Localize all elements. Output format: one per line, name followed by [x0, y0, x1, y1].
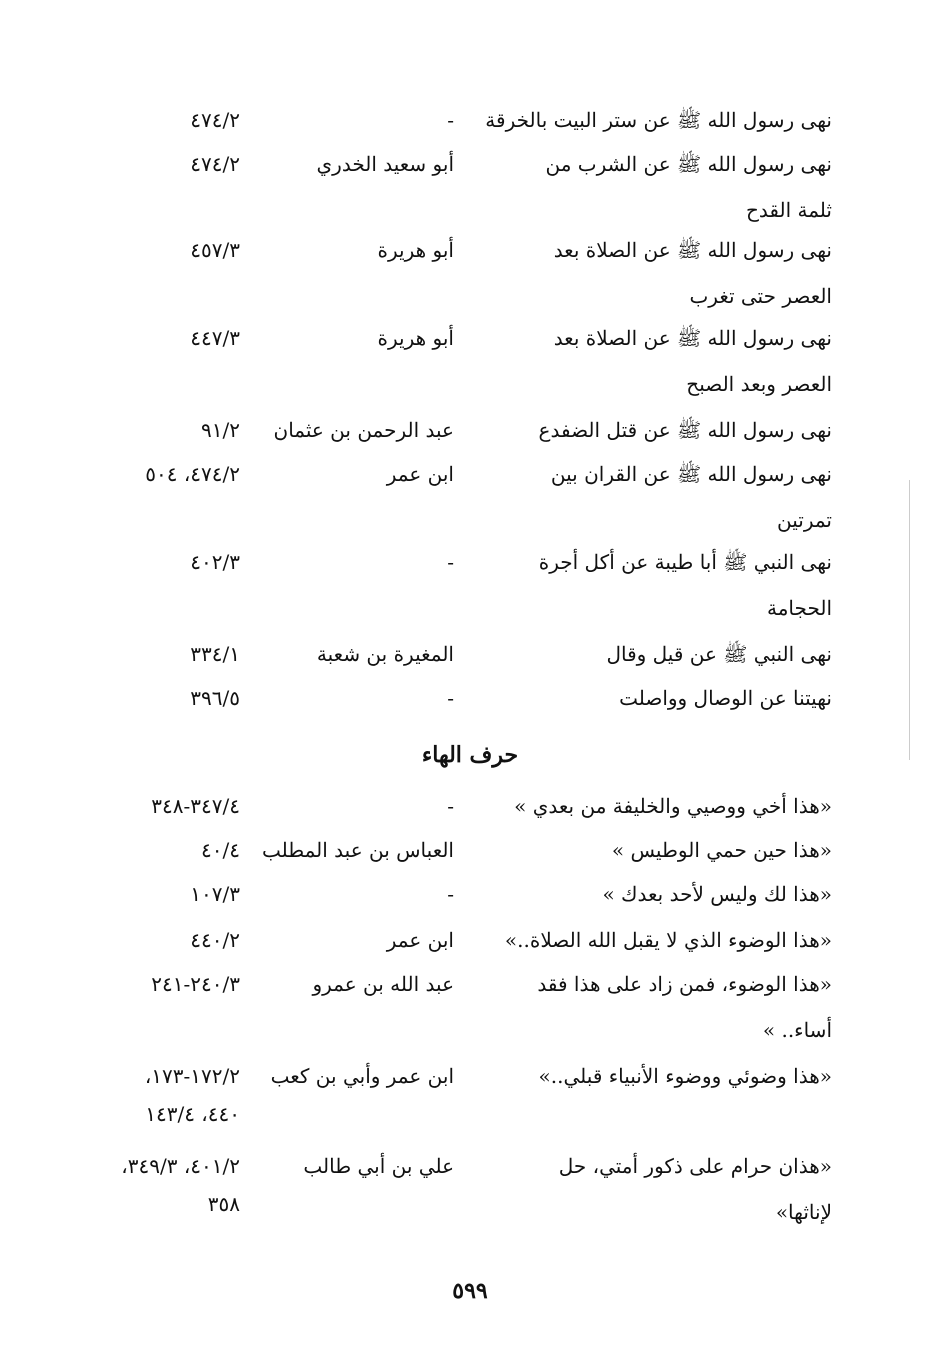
- hadith-text: نهى رسول الله ﷺ عن القران بين: [550, 462, 832, 486]
- narrator: أبو هريرة: [377, 238, 454, 262]
- reference: ٤٤٧/٣: [190, 326, 240, 350]
- hadith-text: نهى رسول الله ﷺ عن ستر البيت بالخرقة: [485, 108, 832, 132]
- hadith-text: «هذا الوضوء الذي لا يقبل الله الصلاة..»: [504, 928, 832, 952]
- narrator: أبو هريرة: [377, 326, 454, 350]
- reference: ٣٩٦/٥: [190, 686, 240, 710]
- hadith-text: نهى رسول الله ﷺ عن الصلاة بعد: [553, 238, 832, 262]
- section-title: حرف الهاء: [421, 742, 519, 768]
- hadith-text: نهى رسول الله ﷺ عن الصلاة بعد: [553, 326, 832, 350]
- hadith-text-continuation: الحجامة: [767, 596, 832, 620]
- reference: ٤٥٧/٣: [190, 238, 240, 262]
- hadith-text-continuation: لإناثها»: [775, 1200, 832, 1224]
- reference-continuation: ٤٤٠، ١٤٣/٤: [145, 1102, 240, 1126]
- reference: ٣٣٤/١: [190, 642, 240, 666]
- narrator: علي بن أبي طالب: [303, 1154, 454, 1178]
- hadith-text: «هذان حرام على ذكور أمتي، حل: [558, 1154, 832, 1178]
- hadith-text-continuation: أساء.. »: [762, 1018, 832, 1042]
- hadith-text: «هذا لك وليس لأحد بعدك »: [602, 882, 832, 906]
- narrator: -: [447, 108, 454, 132]
- hadith-text-continuation: ثلمة القدح: [745, 198, 832, 222]
- reference: ٩١/٢: [201, 418, 240, 442]
- reference: ٤٠/٤: [201, 838, 240, 862]
- narrator: ابن عمر وأبي بن كعب: [270, 1064, 454, 1088]
- reference: ٤٧٤/٢: [190, 152, 240, 176]
- narrator: ابن عمر: [386, 462, 454, 486]
- narrator: -: [447, 794, 454, 818]
- reference: ٤٠١/٢، ٣٤٩/٣،: [121, 1154, 240, 1178]
- reference: ٣٤٧/٤-٣٤٨: [151, 794, 240, 818]
- narrator: -: [447, 882, 454, 906]
- hadith-text: «هذا حين حمي الوطيس »: [611, 838, 832, 862]
- hadith-text: نهى النبي ﷺ عن قيل وقال: [606, 642, 832, 666]
- hadith-text: نهى رسول الله ﷺ عن قتل الضفدع: [538, 418, 832, 442]
- hadith-text: نهى رسول الله ﷺ عن الشرب من: [545, 152, 832, 176]
- hadith-text-continuation: العصر حتى تغرب: [689, 284, 832, 308]
- hadith-text: نهيتنا عن الوصال وواصلت: [619, 686, 832, 710]
- narrator: المغيرة بن شعبة: [316, 642, 454, 666]
- hadith-text-continuation: العصر وبعد الصبح: [686, 372, 832, 396]
- hadith-text: «هذا وضوئي ووضوء الأنبياء قبلي..»: [538, 1064, 832, 1088]
- reference: ٢٤٠/٣-٢٤١: [151, 972, 240, 996]
- narrator: -: [447, 686, 454, 710]
- margin-line: [909, 480, 910, 760]
- narrator: عبد الرحمن بن عثمان: [273, 418, 454, 442]
- hadith-text: «هذا الوضوء، فمن زاد على هذا فقد: [537, 972, 832, 996]
- hadith-text: «هذا أخي ووصيي والخليفة من بعدي »: [514, 794, 832, 818]
- reference: ٤٠٢/٣: [190, 550, 240, 574]
- hadith-text: نهى النبي ﷺ أبا طيبة عن أكل أجرة: [538, 550, 832, 574]
- reference: ٤٤٠/٢: [190, 928, 240, 952]
- narrator: عبد الله بن عمرو: [312, 972, 454, 996]
- reference: ١٧٢/٢-١٧٣،: [144, 1064, 240, 1088]
- narrator: -: [447, 550, 454, 574]
- narrator: ابن عمر: [386, 928, 454, 952]
- hadith-text-continuation: تمرتين: [777, 508, 832, 532]
- reference: ٤٧٤/٢: [190, 108, 240, 132]
- reference-continuation: ٣٥٨: [207, 1192, 240, 1216]
- reference: ٤٧٤/٢، ٥٠٤: [145, 462, 240, 486]
- narrator: أبو سعيد الخدري: [316, 152, 454, 176]
- reference: ١٠٧/٣: [190, 882, 240, 906]
- narrator: العباس بن عبد المطلب: [261, 838, 454, 862]
- page-number: ٥٩٩: [452, 1278, 488, 1304]
